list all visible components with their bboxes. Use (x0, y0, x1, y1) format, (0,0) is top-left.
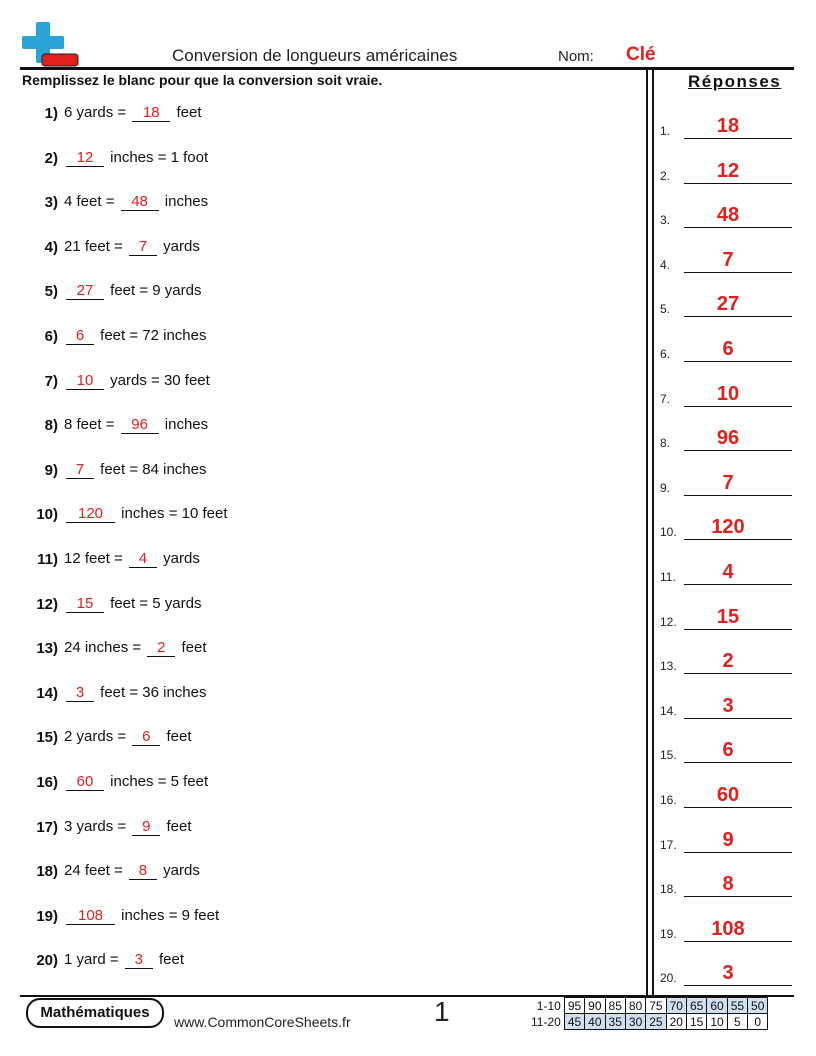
question-text: 21 feet = 7 yards (64, 237, 200, 255)
answer-key-number: 5. (660, 302, 671, 317)
answer-key-row (660, 827, 792, 853)
answer-key-number: 4. (660, 257, 671, 272)
question-row (22, 499, 228, 523)
question-text: 24 inches = 2 feet (64, 639, 207, 657)
answer-key-number: 6. (660, 347, 671, 361)
question-text: 120 inches = 10 feet (64, 505, 228, 523)
question-number: 13) (36, 640, 58, 658)
answer-blank[interactable]: 96 (121, 416, 159, 434)
question-text: 3 feet = 36 inches (64, 684, 207, 702)
question-row (22, 544, 200, 568)
score-cell: 50 (748, 998, 768, 1014)
question-row (22, 633, 207, 657)
answer-blank[interactable]: 3 (66, 684, 94, 702)
question-text: 3 yards = 9 feet (64, 817, 192, 835)
question-row (22, 366, 210, 390)
answer-key-number: 1. (660, 124, 671, 138)
score-row (528, 1014, 768, 1030)
instructions: Remplissez le blanc pour que la conversion soit vraie. (22, 72, 383, 88)
question-text: 12 inches = 1 foot (64, 149, 208, 167)
question-number: 1) (44, 105, 58, 122)
score-cell: 75 (646, 998, 666, 1014)
question-text: 6 yards = 18 feet (64, 104, 202, 121)
answer-key-value: 15 (716, 605, 740, 628)
question-text: 10 yards = 30 feet (64, 372, 210, 390)
answer-key-line (684, 985, 792, 986)
score-cell: 65 (686, 998, 706, 1014)
score-cell: 15 (686, 1014, 706, 1030)
question-row (22, 232, 200, 256)
answer-key-row (660, 291, 792, 317)
score-cell: 10 (707, 1014, 727, 1030)
answer-blank[interactable]: 18 (132, 104, 170, 122)
question-text: 1 yard = 3 feet (64, 951, 184, 969)
answer-key-row (660, 514, 792, 540)
question-number: 15) (36, 729, 58, 747)
answer-key-row (660, 871, 792, 897)
subject-badge: Mathématiques (26, 998, 164, 1028)
score-cell: 35 (605, 1014, 625, 1030)
question-number: 10) (36, 506, 58, 524)
answer-blank[interactable]: 60 (66, 773, 104, 791)
answer-blank[interactable]: 2 (147, 639, 175, 657)
question-number: 2) (44, 149, 58, 167)
score-cell: 55 (727, 998, 747, 1014)
question-text: 6 feet = 72 inches (64, 327, 207, 345)
answer-key-value: 48 (716, 204, 740, 227)
question-number: 5) (44, 283, 58, 301)
answer-key-row (660, 381, 792, 407)
answer-blank[interactable]: 9 (132, 818, 160, 836)
question-row (22, 321, 207, 345)
answer-key-number: 10. (660, 525, 677, 540)
question-row (22, 812, 191, 836)
answer-key-row (660, 336, 792, 362)
question-row (22, 187, 208, 211)
question-row (22, 856, 200, 880)
answer-key-number: 8. (660, 436, 671, 451)
answer-blank[interactable]: 15 (66, 595, 104, 613)
answer-key-line (684, 896, 792, 897)
answer-key-value: 3 (722, 694, 734, 717)
answer-key-line (684, 762, 792, 763)
question-number: 4) (44, 238, 58, 256)
answer-key-row (660, 737, 792, 763)
answer-key-number: 11. (660, 570, 676, 584)
question-text: 12 feet = 4 yards (64, 550, 200, 567)
answer-key-number: 18. (660, 882, 677, 897)
answer-key-value: 9 (722, 828, 734, 851)
question-row (22, 276, 201, 300)
answer-key-line (684, 673, 792, 674)
score-cell: 45 (564, 1014, 584, 1030)
column-divider (646, 68, 648, 996)
question-number: 3) (44, 194, 58, 212)
plus-minus-logo-icon (22, 22, 80, 68)
column-divider (652, 68, 654, 996)
answer-key-value: 6 (722, 739, 734, 762)
score-cell: 5 (727, 1014, 747, 1030)
answer-key-line (684, 495, 792, 496)
name-label: Nom: (558, 48, 594, 65)
question-row (22, 945, 184, 969)
answer-key-value: 12 (716, 159, 740, 182)
answer-blank[interactable]: 108 (66, 907, 115, 925)
score-row (528, 998, 768, 1014)
answer-key-line (684, 183, 792, 184)
question-text: 2 yards = 6 feet (64, 728, 192, 746)
answer-key-number: 16. (660, 793, 677, 807)
answer-key-number: 9. (660, 480, 671, 495)
question-text: 24 feet = 8 yards (64, 862, 200, 880)
answer-key-line (684, 852, 792, 853)
answer-key-line (684, 807, 792, 808)
answer-key-value: 27 (716, 293, 740, 316)
answer-key-line (684, 718, 792, 719)
question-text: 4 feet = 48 inches (64, 193, 209, 211)
answer-key-value: 18 (716, 115, 740, 137)
answer-blank[interactable]: 10 (66, 372, 104, 390)
answers-title: Réponses (688, 72, 782, 91)
score-row-label: 11-20 (531, 1014, 561, 1029)
question-row (22, 143, 208, 167)
answer-key-value: 120 (711, 516, 745, 539)
answer-key-row (660, 604, 792, 630)
answer-key-line (684, 272, 792, 273)
answer-key-number: 2. (660, 168, 671, 183)
answer-key-line (684, 406, 792, 407)
answer-key-row (660, 158, 792, 184)
answer-key-number: 19. (660, 926, 677, 941)
question-number: 19) (36, 907, 58, 925)
worksheet-title: Conversion de longueurs américaines (172, 46, 458, 65)
answer-blank[interactable]: 7 (129, 238, 157, 256)
answer-key-row (660, 559, 792, 585)
answer-key-row (660, 425, 792, 451)
answer-key-number: 15. (660, 748, 677, 763)
question-text: 15 feet = 5 yards (64, 595, 201, 613)
question-text: 108 inches = 9 feet (64, 907, 219, 925)
answer-key-line (684, 539, 792, 540)
answer-key-row (660, 648, 792, 674)
answer-key-line (684, 584, 792, 585)
question-row (22, 722, 191, 746)
answer-key-row (660, 960, 792, 986)
question-number: 14) (36, 684, 58, 702)
answer-blank[interactable]: 12 (66, 149, 104, 167)
answer-key-value: 96 (716, 427, 740, 450)
score-cell: 0 (748, 1014, 768, 1030)
answer-key-line (684, 138, 792, 139)
question-text: 7 feet = 84 inches (64, 461, 207, 479)
answer-key-number: 3. (660, 213, 671, 228)
answer-key-row (660, 247, 792, 273)
header-rule (20, 67, 794, 70)
score-cell: 70 (666, 998, 686, 1014)
answer-blank[interactable]: 3 (125, 951, 153, 969)
answer-key-value: 60 (716, 784, 740, 806)
answer-key-value: 4 (722, 561, 734, 583)
answer-blank[interactable]: 6 (66, 327, 94, 345)
question-number: 9) (44, 461, 58, 479)
answer-key-line (684, 629, 792, 630)
question-text: 60 inches = 5 feet (64, 773, 208, 791)
score-cell: 25 (646, 1014, 666, 1030)
answer-key-value: 3 (722, 962, 734, 985)
question-row (22, 98, 201, 122)
answer-blank[interactable]: 48 (121, 193, 159, 211)
answer-key-value: 7 (722, 471, 734, 494)
answer-key-row (660, 916, 792, 942)
answer-key-row (660, 693, 792, 719)
answer-key-number: 13. (660, 659, 677, 674)
answer-key-row (660, 470, 792, 496)
question-number: 6) (44, 328, 58, 345)
answer-blank[interactable]: 7 (66, 461, 94, 479)
answer-blank[interactable]: 8 (129, 862, 157, 880)
score-cell: 90 (585, 998, 605, 1014)
answer-key-number: 17. (660, 837, 677, 852)
score-cell: 95 (564, 998, 584, 1014)
question-number: 16) (36, 774, 58, 791)
answer-blank[interactable]: 6 (132, 728, 160, 746)
answer-key-row (660, 113, 792, 139)
question-number: 12) (36, 595, 58, 613)
question-number: 17) (36, 818, 58, 836)
website-link[interactable]: www.CommonCoreSheets.fr (174, 1014, 351, 1030)
question-row (22, 410, 208, 434)
question-row (22, 455, 207, 479)
page-number: 1 (434, 996, 450, 1027)
question-row (22, 767, 208, 791)
score-cell: 30 (625, 1014, 645, 1030)
answer-key-value: 2 (722, 650, 734, 673)
answer-key-number: 7. (660, 391, 671, 406)
question-number: 7) (44, 372, 58, 390)
question-number: 11) (37, 551, 58, 568)
score-table (528, 997, 768, 1030)
score-cell: 80 (625, 998, 645, 1014)
answer-key-value: 6 (722, 338, 734, 360)
question-number: 18) (36, 863, 58, 881)
question-row (22, 589, 201, 613)
score-row-label: 1-10 (536, 998, 561, 1013)
answer-key-line (684, 227, 792, 228)
score-cell: 40 (585, 1014, 605, 1030)
answer-key-value: 108 (711, 917, 745, 940)
answer-key-number: 12. (660, 614, 677, 629)
answer-key-row (660, 782, 792, 808)
answer-key-number: 20. (660, 971, 677, 986)
answer-blank[interactable]: 4 (129, 550, 157, 568)
question-number: 8) (44, 417, 58, 435)
answer-key-value: 7 (722, 248, 734, 271)
question-text: 27 feet = 9 yards (64, 282, 201, 300)
answer-key-row (660, 202, 792, 228)
score-cell: 85 (605, 998, 625, 1014)
answer-key-number: 14. (660, 703, 677, 718)
question-number: 20) (36, 952, 58, 970)
answer-key-line (684, 316, 792, 317)
question-row (22, 901, 219, 925)
question-row (22, 678, 207, 702)
answer-key-line (684, 450, 792, 451)
answer-key-line (684, 361, 792, 362)
score-cell: 60 (707, 998, 727, 1014)
answer-key-value: 10 (716, 382, 740, 405)
answer-blank[interactable]: 27 (66, 282, 104, 300)
answer-blank[interactable]: 120 (66, 505, 115, 523)
question-text: 8 feet = 96 inches (64, 416, 209, 434)
answer-key-value: 8 (722, 873, 734, 896)
name-value: Clé (626, 44, 656, 65)
answer-key-line (684, 941, 792, 942)
score-cell: 20 (666, 1014, 686, 1030)
